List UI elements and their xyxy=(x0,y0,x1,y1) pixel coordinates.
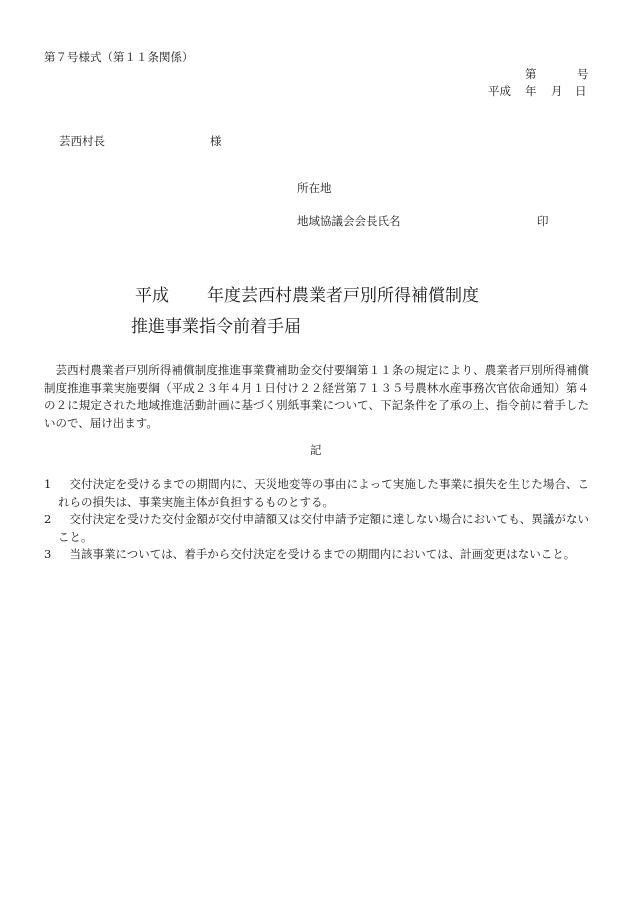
title-line1: 年度芸西村農業者戸別所得補償制度 xyxy=(207,286,479,306)
condition-item xyxy=(44,511,589,546)
document-number-suffix: 号 xyxy=(577,67,589,81)
date-month: 月 xyxy=(551,84,563,98)
condition-text: 交付決定を受けるまでの期間内に、天災地変等の事由によって実施した事業に損失を生じた場合、これらの損失は、事業実施主体が負担するものとする。 xyxy=(58,477,589,509)
condition-item xyxy=(44,476,589,511)
location-label: 所在地 xyxy=(297,181,332,195)
seal-mark: 印 xyxy=(537,214,549,228)
date-era: 平成 xyxy=(488,84,511,98)
form-number: 第７号様式（第１１条関係） xyxy=(44,50,194,64)
conditions-list xyxy=(44,476,589,564)
addressee-honorific: 様 xyxy=(210,134,222,148)
date-day: 日 xyxy=(575,84,587,98)
date-year: 年 xyxy=(525,84,537,98)
condition-number: 2 xyxy=(44,512,52,526)
addressee-name: 芸西村長 xyxy=(59,134,105,148)
condition-text: 当該事業については、着手から交付決定を受けるまでの期間内においては、計画変更はないこと。 xyxy=(69,547,576,561)
title-line2: 推進事業指令前着手届 xyxy=(131,317,301,337)
body-paragraph: 芸西村農業者戸別所得補償制度推進事業費補助金交付要綱第１１条の規定により、農業者戸別所得補償制度推進事業実施要綱（平成２３年４月１日付け２２経営第７１３５号農林水産事務次官依命通知）第４の２に規定された地域推進活動計画に基づく別紙事業について、下記条件を了承の上、指令前に着手したいので、届け出ます。 xyxy=(44,363,589,430)
chairman-name-label: 地域協議会会長氏名 xyxy=(297,214,401,228)
condition-text: 交付決定を受けた交付金額が交付申請額又は交付申請予定額に達しない場合においても、異議がないこと。 xyxy=(58,512,589,544)
condition-number: 1 xyxy=(44,477,52,491)
condition-number: 3 xyxy=(44,547,52,561)
document-number-prefix: 第 xyxy=(525,67,537,81)
ki-heading: 記 xyxy=(310,443,322,457)
title-era: 平成 xyxy=(135,286,169,306)
condition-item xyxy=(44,546,589,564)
